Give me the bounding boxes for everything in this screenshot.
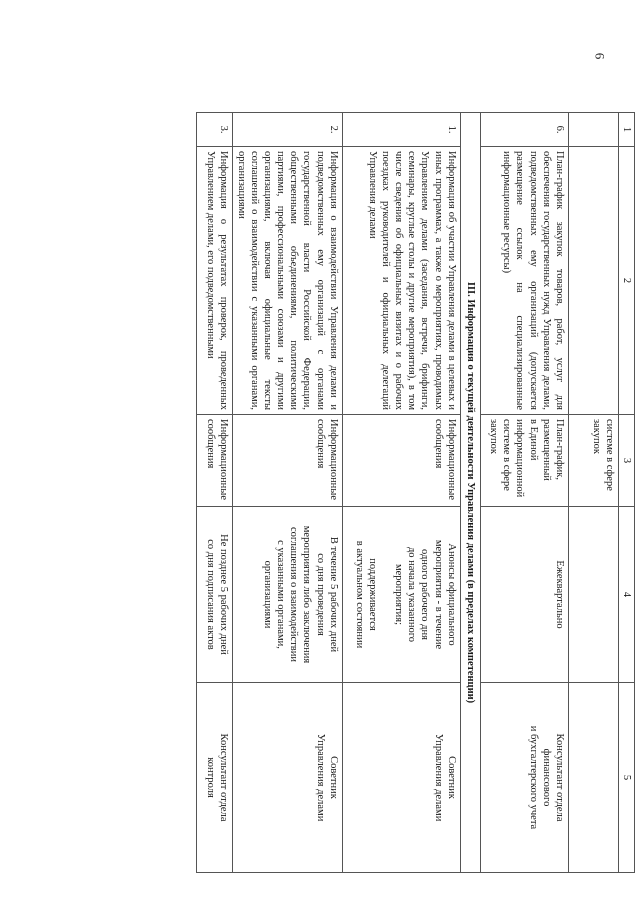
form-line: системе в сфере [501, 419, 513, 491]
section-title: III. Информация о текущей деятельности Управления делами (в пределах компетенции) [460, 113, 480, 873]
responsible-line: Советник [327, 756, 339, 799]
form-line: размещенный [540, 419, 552, 481]
form-line: информационной [514, 419, 526, 498]
period-line: со дня подписания актов [204, 539, 216, 650]
table-header-row [618, 113, 634, 873]
form-line: системе в сфере [603, 419, 615, 491]
row-number: 1. [342, 113, 460, 147]
header-cell: 4 [618, 507, 634, 683]
row-responsible [568, 683, 618, 873]
form-line: закупок [488, 419, 500, 454]
row-form [568, 415, 618, 507]
form-line: Информационные [327, 419, 339, 501]
period-line: мероприятия; [393, 563, 405, 626]
row-form [480, 415, 568, 507]
section-row [460, 113, 480, 873]
responsible-line: Консультант отдела [217, 733, 229, 822]
row-number: 3. [196, 113, 232, 147]
period-line: одного рабочего дня [419, 549, 431, 640]
landscape-page [135, 112, 635, 872]
header-cell: 3 [618, 415, 634, 507]
responsible-line: Советник [445, 756, 457, 799]
header-cell: 2 [618, 147, 634, 415]
period-line: с указанными органами, [275, 540, 287, 649]
responsible-line: финансового [540, 748, 552, 807]
form-line: сообщения [204, 419, 216, 469]
row-description [568, 147, 618, 415]
responsible-line: Управления делами [314, 733, 326, 822]
document-table [196, 112, 635, 873]
row-period [342, 507, 460, 683]
row-number [568, 113, 618, 147]
responsible-line: Управления делами [432, 733, 444, 822]
form-line: в Единой [527, 419, 539, 461]
row-form [196, 415, 232, 507]
row-description: План-график закупок товаров, работ, услуг для обеспечения государственных нужд Управления делами, подведомственных ему организаций (допускается размещение ссылок на специализированные информационные ресурсы) [480, 147, 568, 415]
table-row [480, 113, 568, 873]
form-line: Информационные [445, 419, 457, 501]
period-line: до начала указанного [406, 546, 418, 643]
form-line: закупок [590, 419, 602, 454]
responsible-line: и бухгалтерского учета [527, 725, 539, 830]
row-period [196, 507, 232, 683]
row-description: Информация об участии Управления делами в целевых и иных программах, а также о мероприятиях, проводимых Управлением делами (заседания, встречи, брифинги, семинары, круглые столы и другие мероприятия), в том числе сведения об официальных визитах и о рабочих поездках руководителей и официальных делегаций Управления делами [342, 147, 460, 415]
period-line: соглашения о взаимодействии [288, 527, 300, 662]
period-line: мероприятия либо заключения [301, 525, 313, 664]
page-number: 6 [592, 52, 608, 60]
form-line: План-график, [553, 419, 565, 480]
form-line: сообщения [432, 419, 444, 469]
period-line: Анонсы официального [445, 543, 457, 646]
row-responsible [480, 683, 568, 873]
row-period [480, 507, 568, 683]
period-line: организациями [262, 560, 274, 629]
responsible-line: контроля [204, 757, 216, 798]
table-row [196, 113, 232, 873]
row-period [568, 507, 618, 683]
period-line: со дня проведения [314, 553, 326, 636]
period-line: В течение 5 рабочих дней [327, 536, 339, 653]
row-period [232, 507, 342, 683]
row-form [232, 415, 342, 507]
table-row [232, 113, 342, 873]
row-description: Информация о взаимодействии Управления делами и подведомственных ему организаций с органами государственной власти Российской Федерации, общественными объединениями, политическими партиями, профессиональными союзами и другими организациями, включая официальные тексты соглашений о взаимодействии с указанными органами, организациями [232, 147, 342, 415]
form-line: сообщения [314, 419, 326, 469]
period-line: поддерживается [367, 558, 378, 631]
row-number: 6. [480, 113, 568, 147]
header-cell: 5 [618, 683, 634, 873]
period-line [379, 511, 392, 678]
period-line: мероприятия - в течение [432, 539, 444, 650]
table-row [568, 113, 618, 873]
row-responsible [342, 683, 460, 873]
row-responsible [196, 683, 232, 873]
form-line: Информационные [217, 419, 229, 501]
row-number: 2. [232, 113, 342, 147]
period-line: в актуальном состоянии [353, 540, 365, 649]
row-form [342, 415, 460, 507]
table-row [342, 113, 460, 873]
responsible-line: Консультант отдела [553, 733, 565, 822]
header-cell: 1 [618, 113, 634, 147]
period-line: Ежеквартально [553, 560, 565, 629]
period-line: Не позднее 5 рабочих дней [217, 534, 229, 655]
row-description: Информация о результатах проверок, проведенных Управлением делами, его подведомственными [196, 147, 232, 415]
row-responsible [232, 683, 342, 873]
